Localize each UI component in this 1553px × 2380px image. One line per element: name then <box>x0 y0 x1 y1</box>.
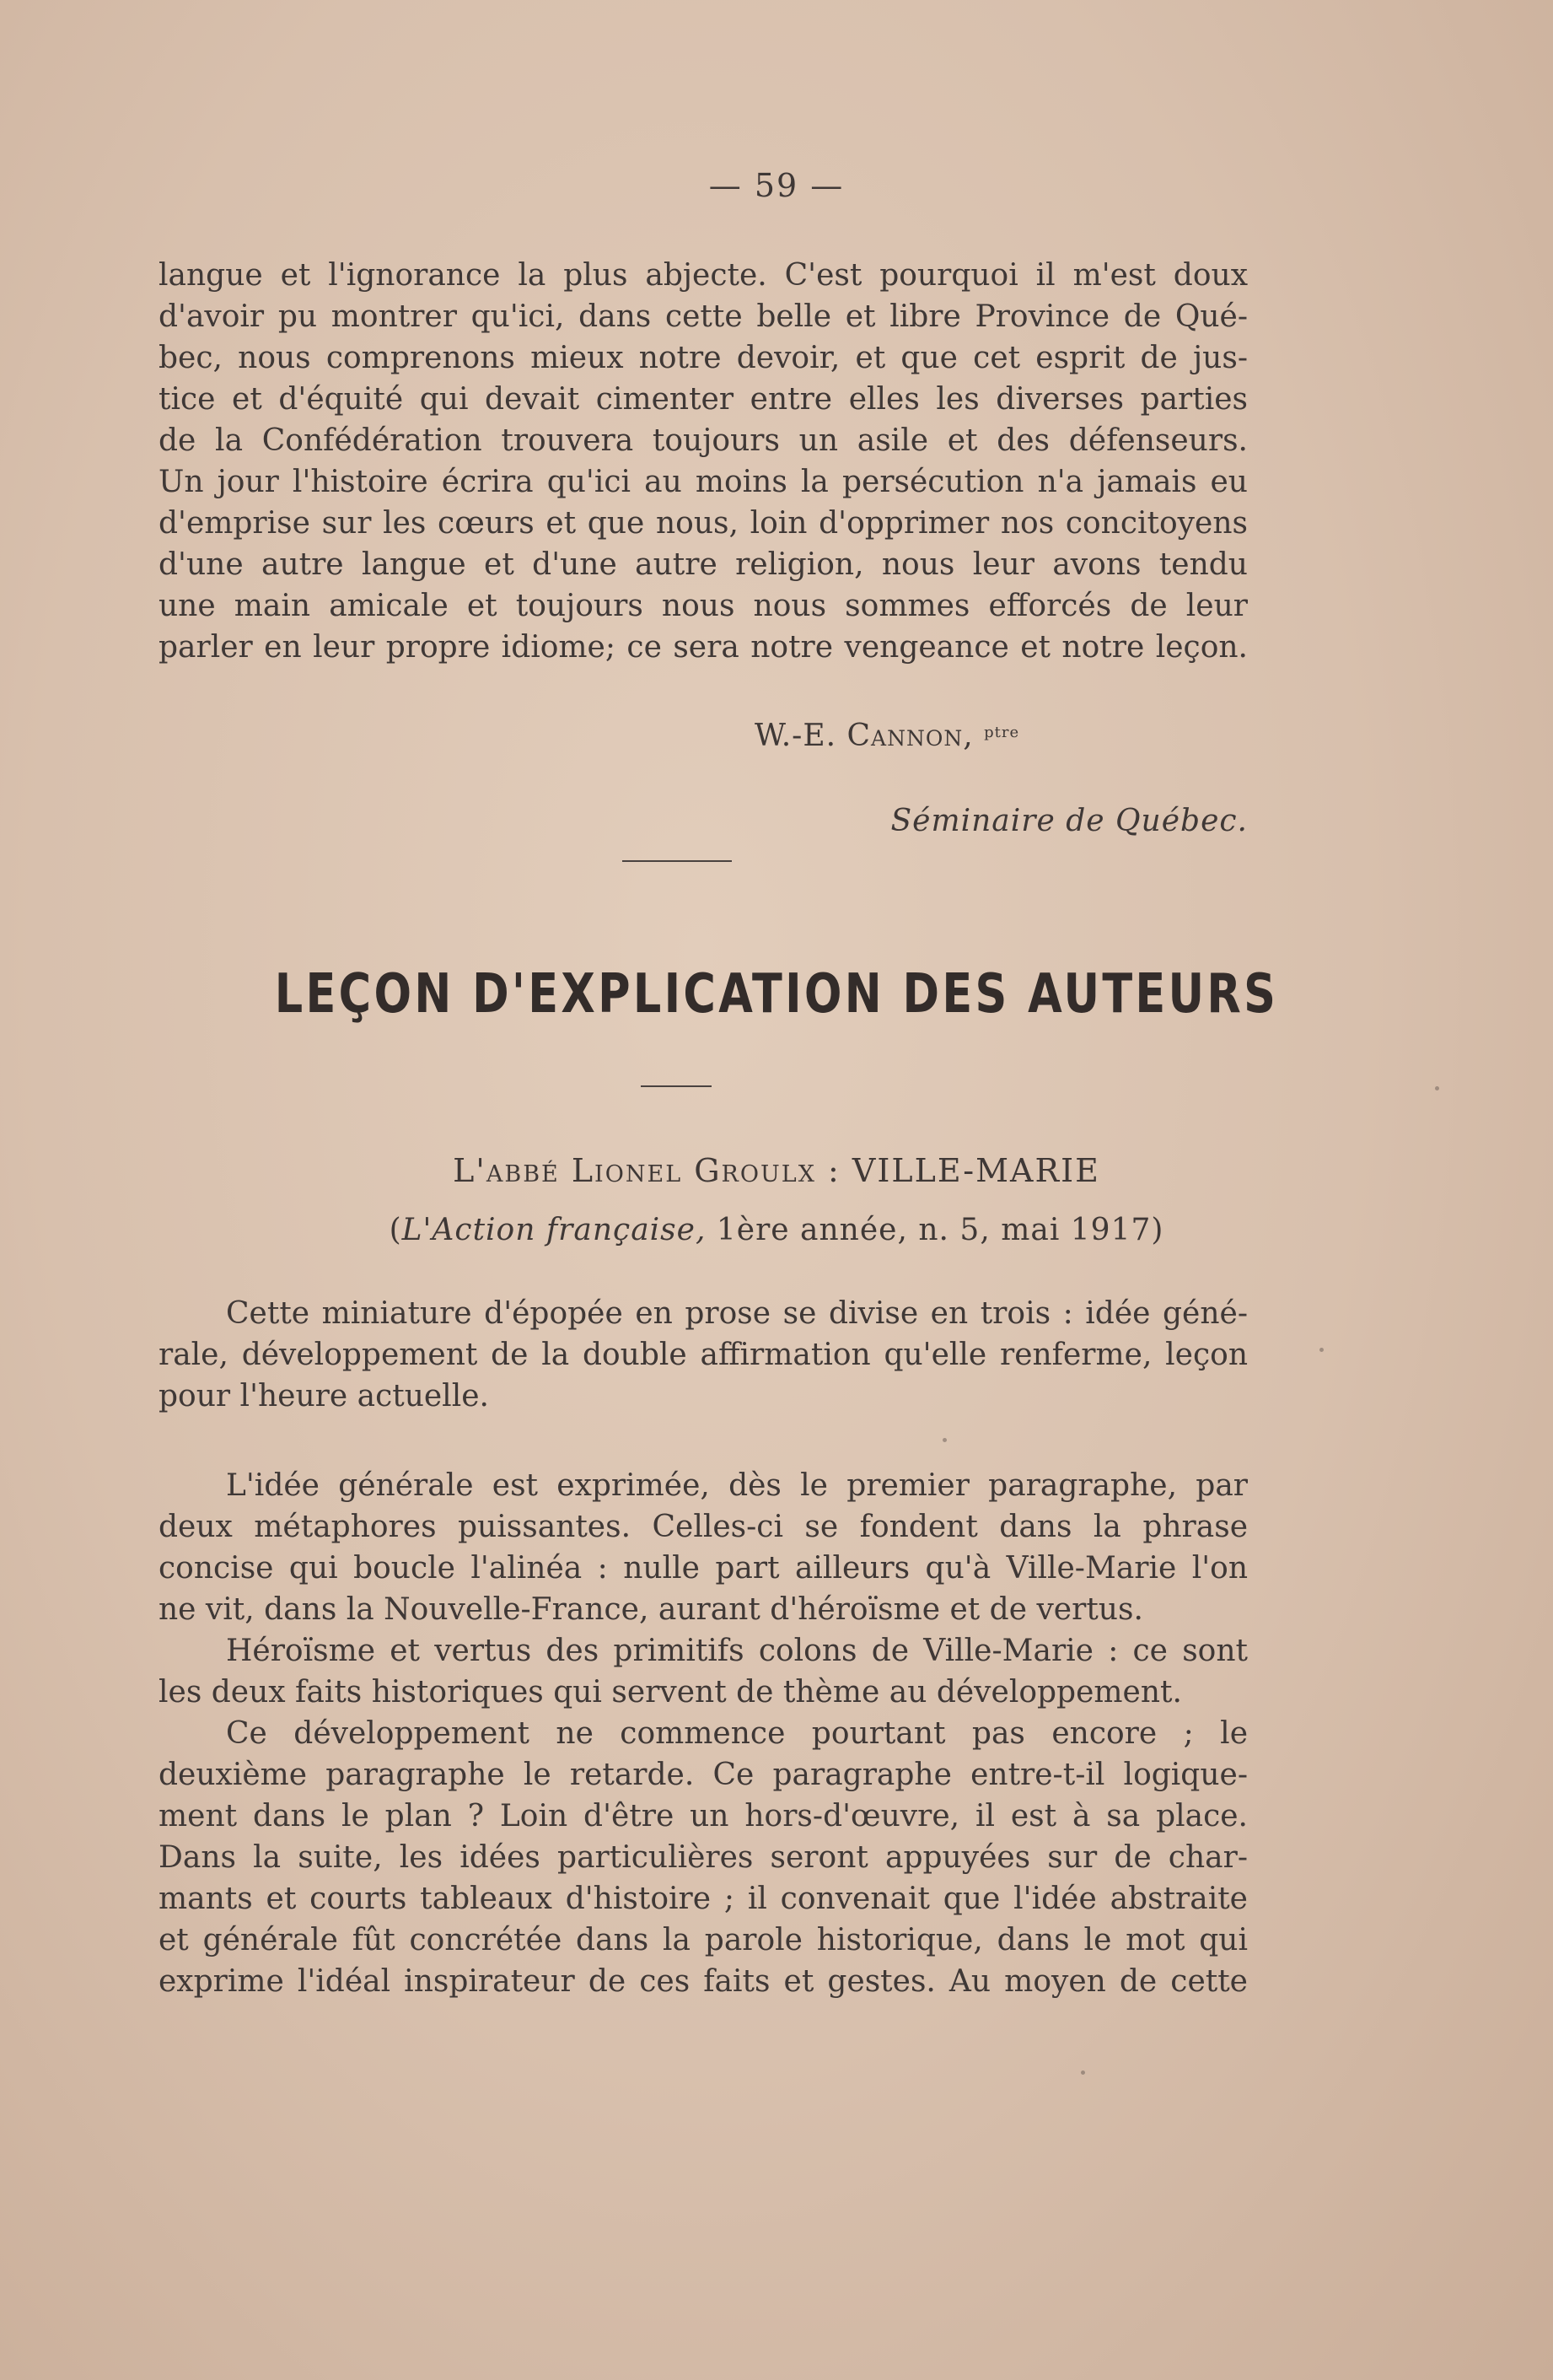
text-line: Dans la suite, les idées particulières seront appuyées sur de char- <box>159 1840 1248 1875</box>
text-line: d'emprise sur les cœurs et que nous, loin d'opprimer nos concitoyens <box>159 506 1248 541</box>
article-title: VILLE-MARIE <box>852 1152 1100 1189</box>
signature <box>755 719 1019 753</box>
text-line: Héroïsme et vertus des primitifs colons de Ville-Marie : ce sont <box>226 1634 1248 1668</box>
signature-institution: Séminaire de Québec. <box>890 804 1248 838</box>
text-line: et générale fût concrétée dans la parole historique, dans le mot qui <box>159 1923 1248 1957</box>
paper-speck <box>1435 1086 1439 1090</box>
text-line: Ce développement ne commence pourtant pas encore ; le <box>226 1716 1248 1751</box>
text-line: Cette miniature d'épopée en prose se divise en trois : idée géné- <box>226 1296 1248 1331</box>
text-line: bec, nous comprenons mieux notre devoir, et que cet esprit de jus- <box>159 341 1248 375</box>
text-line: de la Confédération trouvera toujours un asile et des défenseurs. <box>159 423 1248 458</box>
signature-title: ptre <box>984 724 1020 741</box>
text-line: d'avoir pu montrer qu'ici, dans cette belle et libre Province de Qué- <box>159 299 1248 334</box>
article-source <box>0 1213 1553 1247</box>
text-line: Un jour l'histoire écrira qu'ici au moins la persécution n'a jamais eu <box>159 465 1248 499</box>
text-line: ment dans le plan ? Loin d'être un hors-d'œuvre, il est à sa place. <box>159 1799 1248 1833</box>
divider <box>641 1085 712 1087</box>
text-line: exprime l'idéal inspirateur de ces faits et gestes. Au moyen de cette <box>159 1964 1248 1999</box>
text-line: une main amicale et toujours nous nous sommes efforcés de leur <box>159 589 1248 623</box>
text-line: les deux faits historiques qui servent de thème au développement. <box>159 1675 1182 1710</box>
text-line: d'une autre langue et d'une autre religion, nous leur avons tendu <box>159 547 1248 582</box>
divider <box>622 860 732 862</box>
paper-speck <box>1081 2070 1085 2075</box>
text-line: deux métaphores puissantes. Celles-ci se fondent dans la phrase <box>159 1510 1248 1544</box>
text-line: rale, développement de la double affirmation qu'elle renferme, leçon <box>159 1338 1248 1372</box>
source-journal: L'Action française, <box>401 1213 707 1247</box>
text-line: pour l'heure actuelle. <box>159 1379 489 1413</box>
section-heading: LEÇON D'EXPLICATION DES AUTEURS <box>274 963 1279 1026</box>
paragraph <box>159 1465 1248 1630</box>
letter-paragraph <box>159 255 1248 668</box>
text-line: ne vit, dans la Nouvelle-France, aurant d'héroïsme et de vertus. <box>159 1592 1143 1627</box>
text-line: L'idée générale est exprimée, dès le premier paragraphe, par <box>226 1468 1248 1503</box>
text-line: langue et l'ignorance la plus abjecte. C'est pourquoi il m'est doux <box>159 258 1248 293</box>
text-line: parler en leur propre idiome; ce sera notre vengeance et notre leçon. <box>159 630 1248 665</box>
source-open-paren: ( <box>389 1213 402 1247</box>
paragraph <box>159 1713 1248 2002</box>
article-byline <box>0 1152 1553 1189</box>
text-line: concise qui boucle l'alinéa : nulle part ailleurs qu'à Ville-Marie l'on <box>159 1551 1248 1586</box>
paragraph <box>159 1630 1248 1713</box>
text-line: deuxième paragraphe le retarde. Ce paragraphe entre-t-il logique- <box>159 1758 1248 1792</box>
article-author: L'abbé Lionel Groulx : <box>453 1152 841 1189</box>
text-line: tice et d'équité qui devait cimenter entre elles les diverses parties <box>159 382 1248 417</box>
signature-initials: W.-E. <box>755 719 837 753</box>
paper-speck <box>943 1438 947 1442</box>
source-details: 1ère année, n. 5, mai 1917) <box>716 1213 1164 1247</box>
text-line: mants et courts tableaux d'histoire ; il convenait que l'idée abstraite <box>159 1882 1248 1916</box>
paper-speck <box>1319 1348 1324 1352</box>
page-number: — 59 — <box>708 167 845 204</box>
signature-name: Cannon, <box>846 719 974 753</box>
paragraph <box>159 1293 1248 1417</box>
